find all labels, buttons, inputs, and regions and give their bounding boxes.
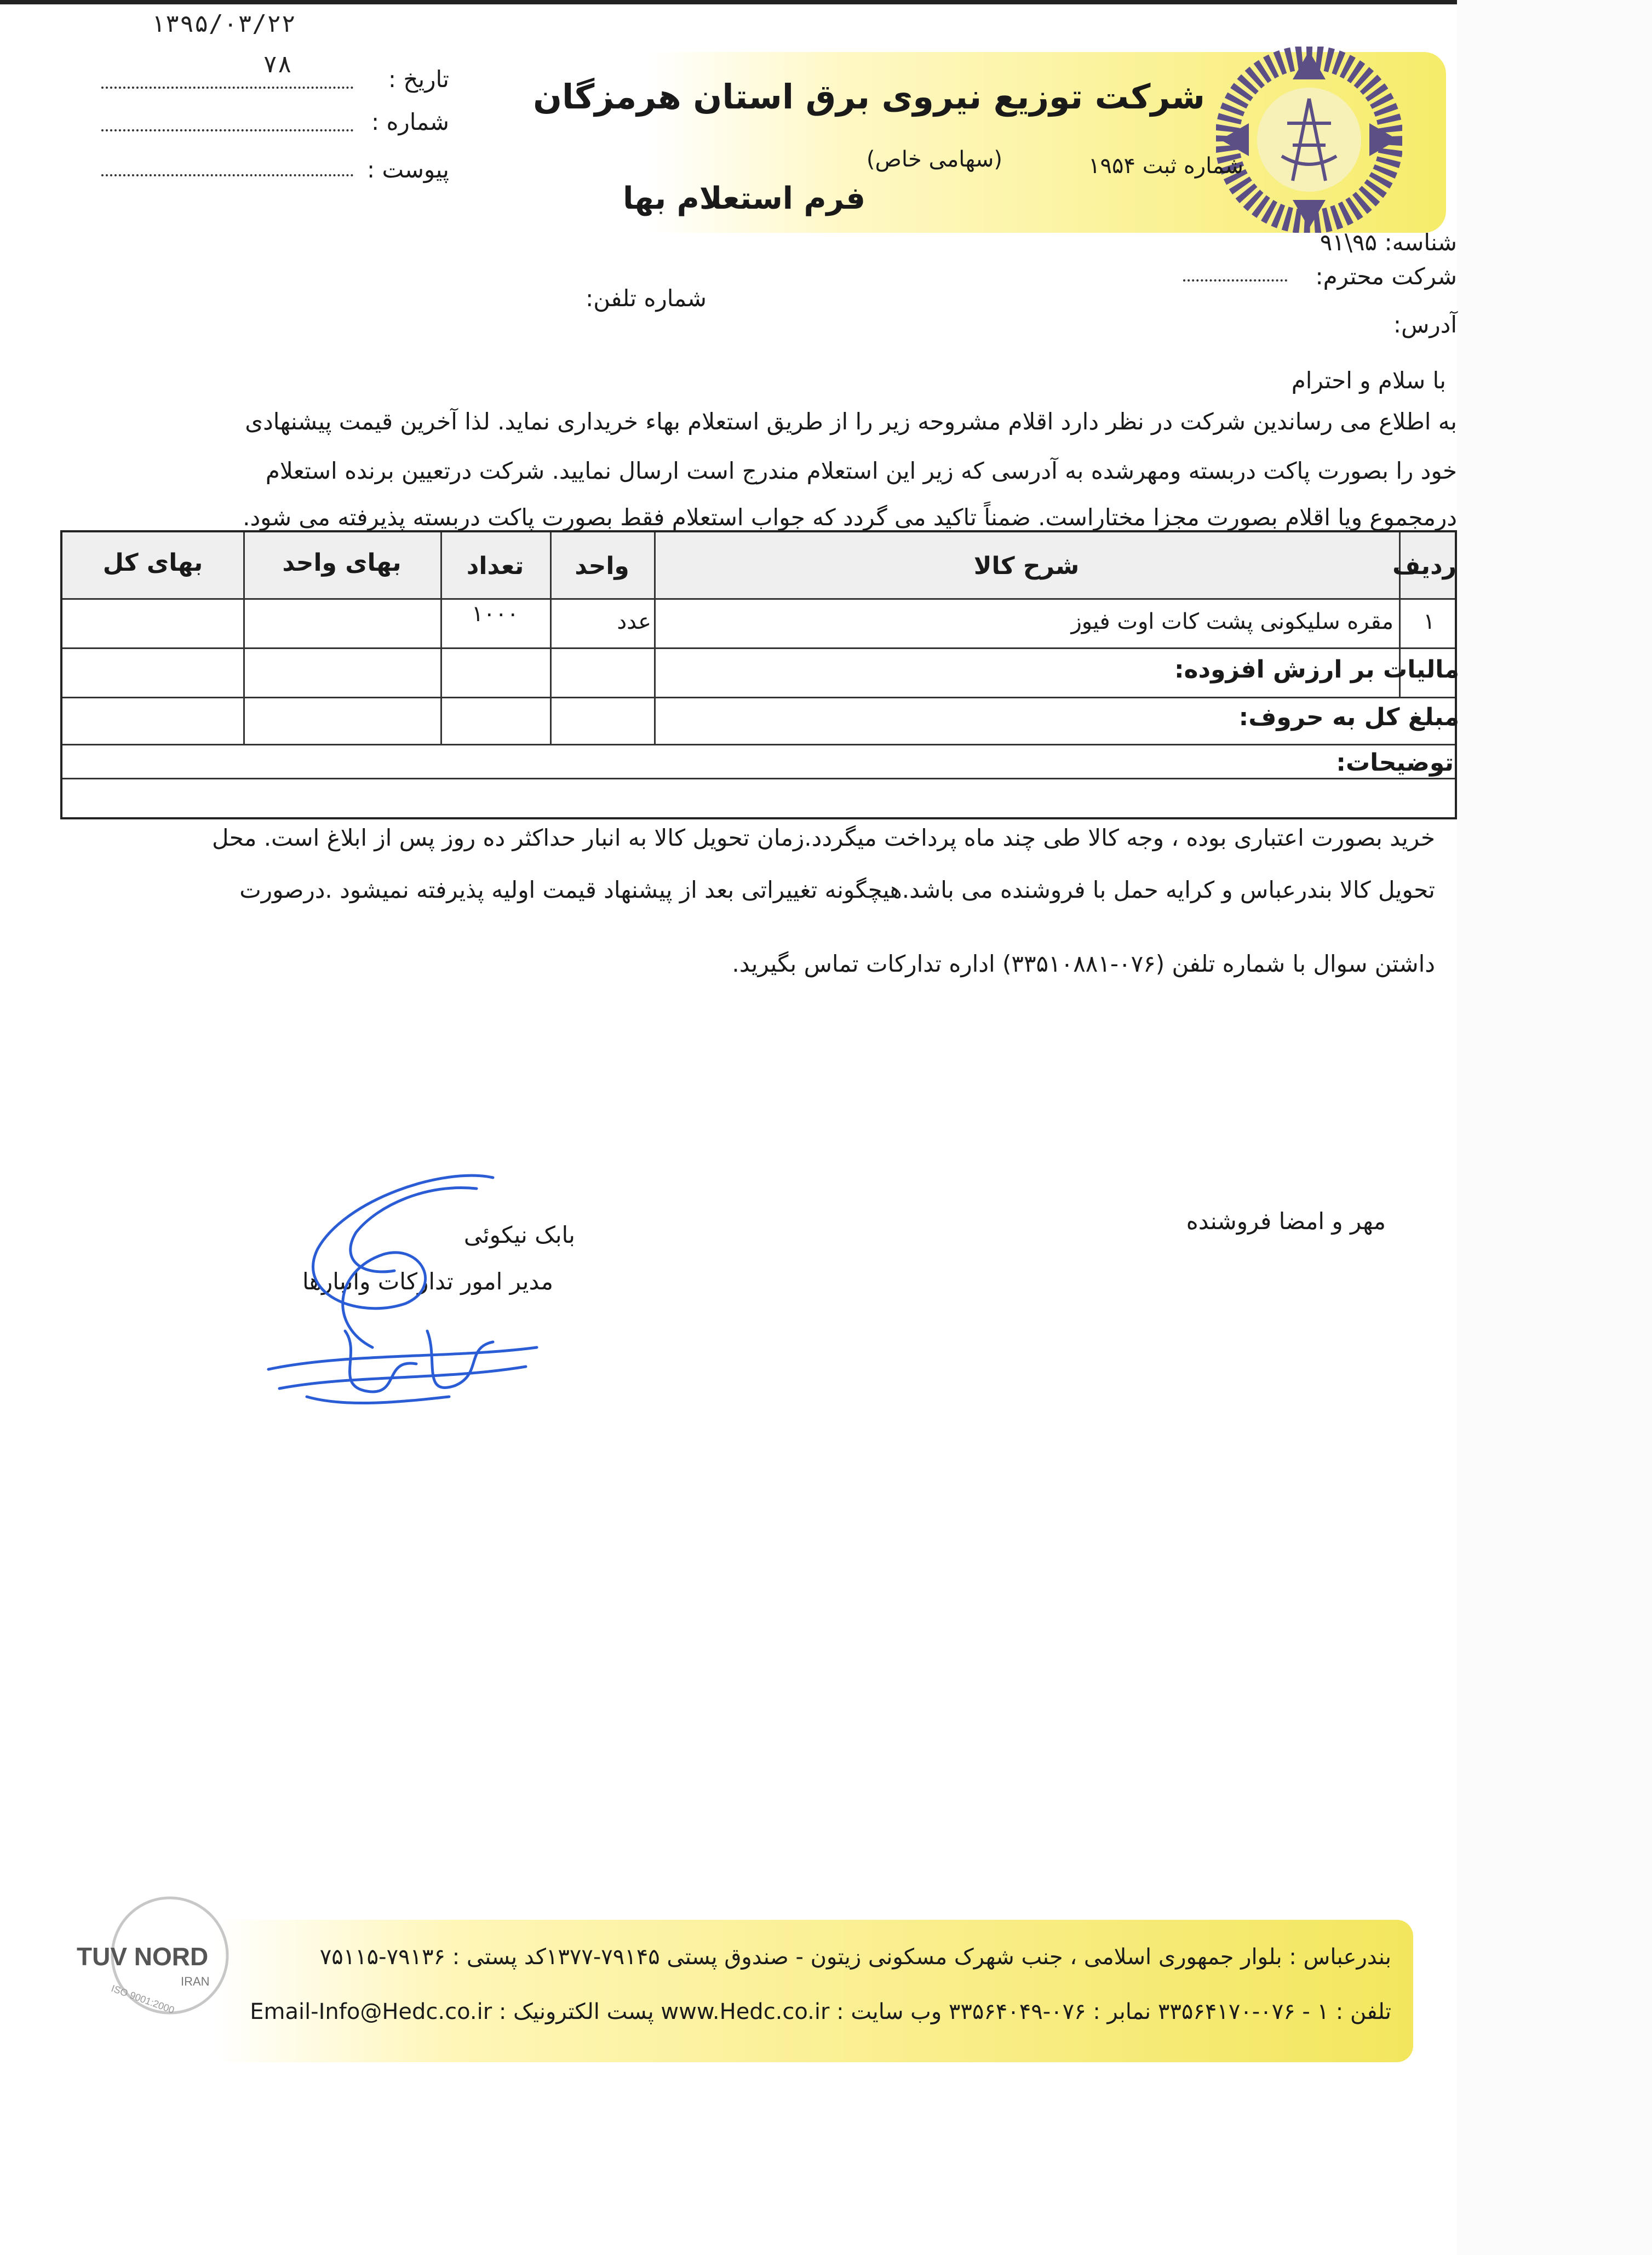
footer-band: [214, 1920, 1413, 2062]
col-header-row: ردیف: [1392, 552, 1456, 580]
col-divider: [654, 532, 656, 744]
tuv-nord-seal-icon: [66, 1890, 230, 2054]
inquiry-id: شناسه: ۹۵\۹۱: [1320, 229, 1457, 256]
row-divider: [62, 778, 1455, 779]
body-line: خود را بصورت پاکت دربسته ومهرشده به آدرسی که زیر این استعلام مندرج است ارسال نمایید. شرکت درتعیین برنده استعلام: [265, 457, 1457, 484]
row-divider: [62, 744, 1455, 745]
cell-quantity: ۱۰۰۰: [472, 601, 519, 627]
vat-label: مالیات بر ارزش افزوده:: [1174, 656, 1459, 684]
terms-line: داشتن سوال با شماره تلفن (۰۷۶-۳۳۵۱۰۸۸۱) اداره تدارکات تماس بگیرید.: [732, 950, 1435, 977]
body-line: به اطلاع می رساندین شرکت در نظر دارد اقلام مشروحه زیر را از طریق استعلام بهاء خریداری نماید. لذا آخرین قیمت پیشنهادی: [245, 408, 1457, 435]
terms-line: تحویل کالا بندرعباس و کرایه حمل با فروشنده می باشد.هیچگونه تغییراتی بعد از پیشنهاد قیمت اولیه پذیرفته نمیشود .درصورت: [239, 876, 1435, 903]
footer-address: بندرعباس : بلوار جمهوری اسلامی ، جنب شهرک مسکونی زیتون - صندوق پستی ۷۹۱۴۵-۱۳۷۷کد پستی : ۷۹۱۳۶-۷۵۱۱۵: [319, 1944, 1391, 1970]
signature-scribble-icon: [263, 1167, 548, 1413]
col-header-unit: واحد: [575, 552, 629, 580]
row-divider: [62, 598, 1455, 600]
footer-contact: تلفن : ۱ - ۰۷۶-۳۳۵۶۴۱۷۰ نمابر : ۰۷۶-۳۳۵۶۴۰۴۹ وب سایت : www.Hedc.co.ir پست الکترونیک : Email-Info@Hedc.co.ir: [250, 1999, 1391, 2024]
attachment-label: پیوست :: [367, 156, 449, 183]
col-divider: [440, 532, 442, 744]
cell-description: مقره سلیکونی پشت کات اوت فیوز: [1071, 609, 1393, 634]
cert-brand: TUV NORD: [77, 1942, 209, 1971]
items-table: [60, 530, 1457, 819]
form-title: فرم استعلام بها: [623, 181, 865, 216]
number-dotted-line: [101, 129, 353, 131]
signer-name: بابک نیکوئی: [463, 1221, 575, 1248]
row-divider: [62, 647, 1455, 649]
col-header-description: شرح کالا: [973, 552, 1080, 580]
col-header-unit-price: بهای واحد: [282, 549, 401, 577]
company-logo: [1216, 47, 1402, 233]
company-type: (سهامی خاص): [866, 147, 1002, 172]
logo-emblem-icon: [1216, 47, 1402, 233]
cell-row-number: ۱: [1423, 609, 1435, 634]
col-divider: [550, 532, 552, 744]
terms-line: خرید بصورت اعتباری بوده ، وجه کالا طی چند ماه پرداخت میگردد.زمان تحویل کالا به انبار حداکثر ده روز پس از ابلاغ است. محل: [212, 824, 1435, 851]
date-label: تاریخ :: [388, 66, 449, 93]
certification-badge: [66, 1890, 230, 2054]
phone-label: شماره تلفن:: [586, 285, 707, 312]
row-divider: [62, 697, 1455, 698]
scan-margin: [1457, 0, 1652, 2255]
scan-top-edge: [0, 0, 1457, 4]
handwritten-signature: [263, 1167, 548, 1413]
company-dotted-line: [1183, 279, 1287, 282]
date-dotted-line: [101, 87, 353, 89]
body-line: درمجموع ویا اقلام بصورت مجزا مختاراست. ضمناً تاکید می گردد که جواب استعلام فقط بصورت پاکت دربسته پذیرفته می شود.: [243, 504, 1457, 531]
company-name: شرکت توزیع نیروی برق استان هرمزگان: [533, 77, 1205, 117]
registration-number: شماره ثبت ۱۹۵۴: [1088, 153, 1243, 179]
number-label: شماره :: [371, 108, 449, 135]
number-value: ۷۸: [263, 50, 292, 78]
col-divider: [243, 532, 245, 744]
cell-unit: عدد: [617, 609, 651, 634]
col-header-total-price: بهای کل: [102, 549, 203, 577]
cert-standard: ISO 9001:2000: [110, 1982, 176, 2016]
attachment-dotted-line: [101, 174, 353, 176]
notes-label: توضیحات:: [1336, 749, 1454, 777]
total-in-words-label: مبلغ کل به حروف:: [1238, 703, 1459, 731]
signer-title: مدیر امور تدارکات وانبارها: [302, 1268, 553, 1295]
cert-country: IRAN: [181, 1975, 210, 1988]
greeting: با سلام و احترام: [1291, 367, 1446, 394]
date-value: ۱۳۹۵/۰۳/۲۲: [151, 10, 296, 38]
col-header-quantity: تعداد: [466, 552, 524, 580]
address-label: آدرس:: [1393, 311, 1457, 338]
company-field-label: شرکت محترم:: [1315, 263, 1457, 290]
seller-seal-label: مهر و امضا فروشنده: [1186, 1208, 1386, 1235]
